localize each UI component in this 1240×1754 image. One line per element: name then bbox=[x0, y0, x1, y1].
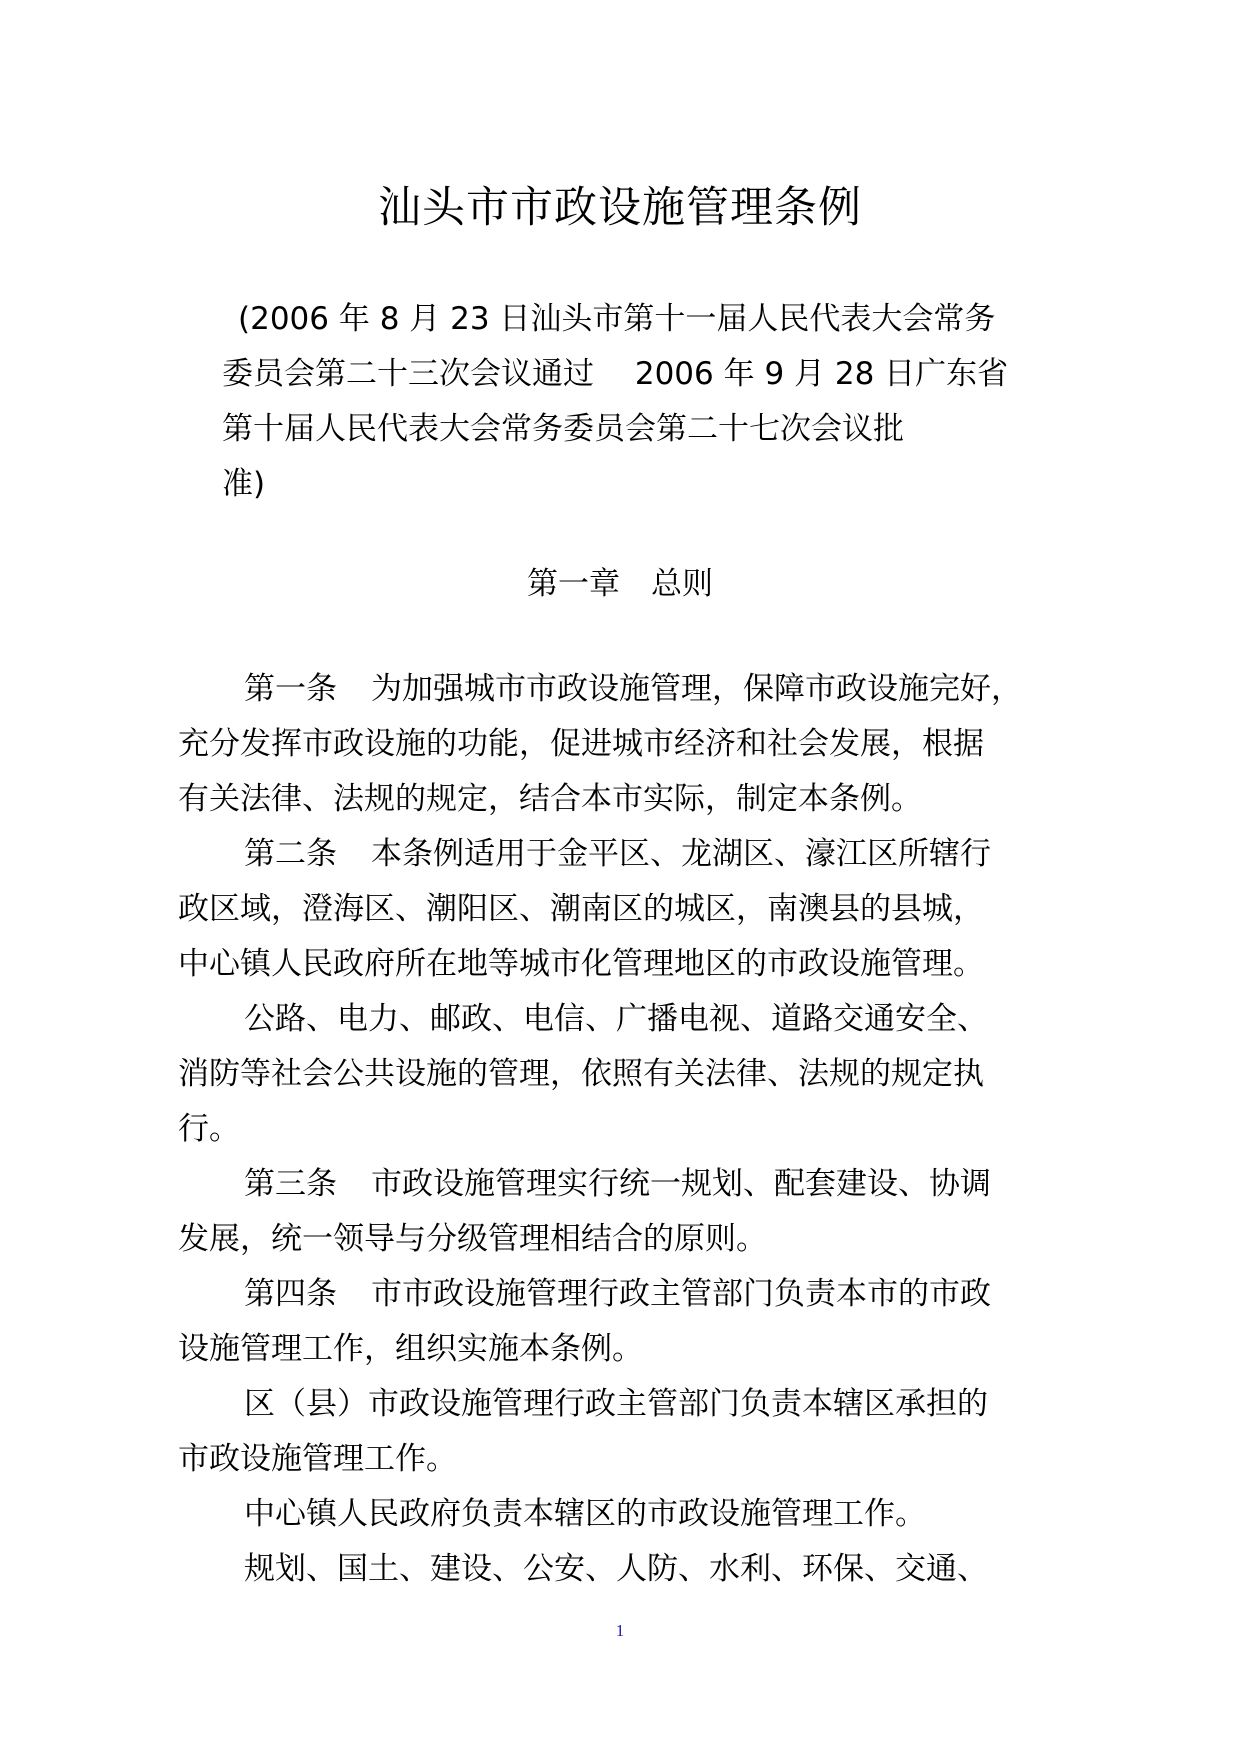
adoption-note-line: 第十届人民代表大会常务委员会第二十七次会议批 bbox=[222, 411, 904, 447]
article-2-first-line bbox=[178, 827, 1078, 882]
article-line: 市政设施管理工作。 bbox=[178, 1441, 457, 1477]
paragraph-first-line: 规划、国土、建设、公安、人防、水利、环保、交通、 bbox=[244, 1551, 988, 1587]
adoption-note bbox=[222, 292, 1022, 512]
adoption-note-line: 委员会第二十三次会议通过 2006 年 9 月 28 日广东省 bbox=[222, 356, 1009, 392]
article-1-first-line bbox=[178, 662, 1078, 717]
adoption-note-line: 准) bbox=[222, 466, 266, 502]
article-line: 政区域，澄海区、潮阳区、潮南区的城区，南澳县的县城， bbox=[178, 891, 984, 927]
page-number: 1 bbox=[615, 1621, 625, 1640]
article-line: 有关法律、法规的规定，结合本市实际，制定本条例。 bbox=[178, 781, 922, 817]
article-label: 第二条 bbox=[244, 836, 337, 872]
article-line: 行。 bbox=[178, 1111, 240, 1147]
article-text: 本条例适用于金平区、龙湖区、濠江区所辖行 bbox=[371, 836, 991, 872]
article-line: 设施管理工作，组织实施本条例。 bbox=[178, 1331, 643, 1367]
document-title: 汕头市市政设施管理条例 bbox=[378, 183, 862, 233]
article-3-first-line bbox=[178, 1157, 1078, 1212]
article-line: 充分发挥市政设施的功能，促进城市经济和社会发展，根据 bbox=[178, 726, 984, 762]
article-text: 为加强城市市政设施管理，保障市政设施完好， bbox=[371, 671, 1022, 707]
chapter-title: 第一章 总则 bbox=[527, 566, 713, 602]
document-body bbox=[178, 662, 1078, 1597]
paragraph-first-line: 公路、电力、邮政、电信、广播电视、道路交通安全、 bbox=[244, 1001, 988, 1037]
paragraph-first-line: 区（县）市政设施管理行政主管部门负责本辖区承担的 bbox=[244, 1386, 988, 1422]
article-line: 消防等社会公共设施的管理，依照有关法律、法规的规定执 bbox=[178, 1056, 984, 1092]
article-label: 第四条 bbox=[244, 1276, 337, 1312]
adoption-note-line: (2006 年 8 月 23 日汕头市第十一届人民代表大会常务 bbox=[238, 301, 996, 337]
article-line: 中心镇人民政府所在地等城市化管理地区的市政设施管理。 bbox=[178, 946, 984, 982]
article-text: 市政设施管理实行统一规划、配套建设、协调 bbox=[371, 1166, 991, 1202]
article-text: 市市政设施管理行政主管部门负责本市的市政 bbox=[371, 1276, 991, 1312]
article-label: 第三条 bbox=[244, 1166, 337, 1202]
article-4-first-line bbox=[178, 1267, 1078, 1322]
article-label: 第一条 bbox=[244, 671, 337, 707]
article-line: 发展，统一领导与分级管理相结合的原则。 bbox=[178, 1221, 767, 1257]
paragraph-first-line: 中心镇人民政府负责本辖区的市政设施管理工作。 bbox=[244, 1496, 926, 1532]
